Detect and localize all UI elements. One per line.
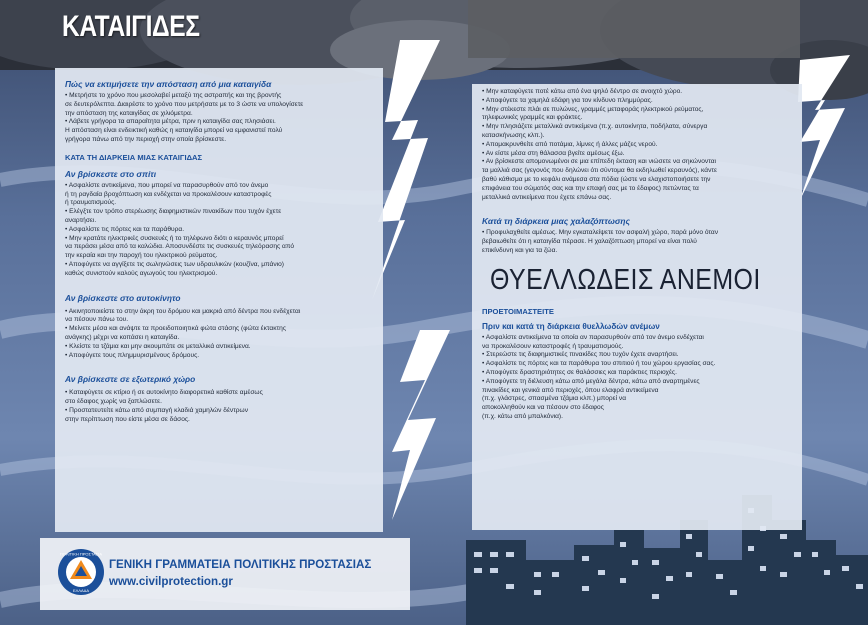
logo-text-top: ΠΟΛΙΤΙΚΗ ΠΡΟΣΤΑΣΙΑ	[59, 551, 103, 557]
list-item: • Μην πλησιάζετε μεταλλικά αντικείμενα (π.χ. αυτοκίνητα, ποδήλατα, σύνεργα	[482, 123, 708, 131]
home-list	[65, 182, 373, 279]
list-item: επικίνδυνη και για τα ζώα.	[482, 246, 558, 254]
list-item: την απόσταση της καταιγίδας σε χιλιόμετρα.	[65, 109, 193, 117]
wind-list	[482, 334, 792, 422]
list-item: αναρτήσει.	[65, 216, 97, 224]
list-item: καθώς συνιστούν καλούς αγωγούς του ηλεκτρισμού.	[65, 269, 218, 277]
list-item: • Αν είστε μέσα στη θάλασσα βγείτε αμέσως έξω.	[482, 149, 625, 157]
list-item: • Μην καταφύγετε ποτέ κάτω από ένα ψηλό δέντρο σε ανοιχτό χώρο.	[482, 88, 683, 95]
right-panel	[472, 84, 802, 530]
car-list	[65, 308, 373, 361]
civil-protection-logo-icon	[57, 548, 105, 596]
list-item: τα μαλλιά σας (γεγονός που δηλώνει ότι σύντομα θα εκδηλωθεί κεραυνός), κάντε	[482, 167, 717, 175]
footer	[55, 546, 395, 606]
list-item: (π.χ. γλάστρες, σπασμένα τζάμια κλπ.) μπορεί να	[482, 395, 627, 403]
list-item: • Μετρήστε το χρόνο που μεσολαβεί μεταξύ της αστραπής και της βροντής	[65, 92, 282, 99]
list-item: Η απόσταση είναι ενδεικτική καθώς η καταιγίδα μπορεί να εμφανιστεί πολύ	[65, 127, 283, 135]
page-title: ΚΑΤΑΙΓΙΔΕΣ	[62, 10, 200, 43]
list-item: να προκαλέσουν καταστροφές ή τραυματισμούς.	[482, 342, 624, 350]
distance-heading: Πώς να εκτιμήσετε την απόσταση από μια καταιγίδα	[65, 79, 272, 89]
list-item: • Ασφαλίστε τις πόρτες και τα παράθυρα του σπιτιού ή του χώρου εργασίας σας.	[482, 360, 716, 368]
list-item: • Ακινητοποιείστε το στην άκρη του δρόμου και μακριά από δέντρα που ενδέχεται	[65, 307, 301, 315]
list-item: • Λάβετε γρήγορα τα απαραίτητα μέτρα, πριν η καταιγίδα σας πλησιάσει.	[65, 118, 276, 126]
list-item: • Αποφύγετε δραστηριότητες σε θαλάσσιες και παράκτιες περιοχές.	[482, 368, 677, 376]
list-item: πινακίδες και γενικά από περιοχές, όπου ελαφρά αντικείμενα	[482, 386, 659, 394]
list-item: βεβαιωθείτε ότι η καταιγίδα πέρασε. Η χαλαζόπτωση μπορεί να είναι πολύ	[482, 238, 697, 246]
list-item: • Ασφαλίστε αντικείμενα τα οποία αν παρασυρθούν από τον άνεμο ενδέχεται	[482, 333, 704, 341]
list-item: κατασκήνωσης κλπ.).	[482, 131, 545, 139]
wind-title: ΘΥΕΛΛΩΔΕΙΣ ΑΝΕΜΟΙ	[490, 263, 761, 296]
list-item: βαθύ κάθισμα με το κεφάλι ανάμεσα στα πόδια (ώστε να ελαχιστοποιήσετε την	[482, 175, 711, 183]
list-item: • Αν βρίσκεστε απομονωμένοι σε μια επίπεδη έκταση και νιώσετε να σηκώνονται	[482, 158, 716, 166]
list-item: • Προφυλαχθείτε αμέσως. Μην εγκαταλείψετε τον ασφαλή χώρο, παρά μόνο όταν	[482, 229, 719, 237]
outdoor-heading: Αν βρίσκεστε σε εξωτερικό χώρο	[65, 374, 196, 385]
website-link[interactable]: www.civilprotection.gr	[109, 575, 233, 588]
list-item: (π.χ. κάτω από μπαλκόνια).	[482, 412, 563, 420]
list-item: • Αποφύγετε τους πλημμυρισμένους δρόμους.	[65, 351, 200, 359]
list-item: να περάσει μέσα από τα καλώδια. Αποσυνδέστε τις συσκευές τηλεόρασης από	[65, 243, 295, 251]
hail-list	[482, 229, 792, 255]
list-item: • Προστατευτείτε κάτω από συμπαγή κλαδιά χαμηλών δέντρων	[65, 406, 248, 414]
list-item: • Απομακρυνθείτε από ποτάμια, λίμνες ή άλλες μάζες νερού.	[482, 140, 658, 148]
list-item: • Αποφύγετε να αγγίξετε τις σωληνώσεις των υδραυλικών (κουζίνα, μπάνιο)	[65, 260, 284, 268]
list-item: • Καταφύγετε σε κτίριο ή σε αυτοκίνητο διαφορετικά καθίστε αμέσως	[65, 389, 263, 397]
list-item: • Ασφαλίστε τις πόρτες και τα παράθυρα.	[65, 225, 185, 233]
list-item: ανάγκης) μέχρι να κοπάσει η καταιγίδα.	[65, 333, 180, 341]
list-item: • Μείνετε μέσα και ανάψτε τα προειδοποιητικά φώτα στάσης (φώτα έκτακτης	[65, 325, 286, 333]
logo-text-bottom: ΕΛΛΑΔΑ	[72, 588, 90, 593]
car-heading: Αν βρίσκεστε στο αυτοκίνητο	[65, 292, 181, 303]
during-storm-heading: ΚΑΤΑ ΤΗ ΔΙΑΡΚΕΙΑ ΜΙΑΣ ΚΑΤΑΙΓΙΔΑΣ	[65, 152, 203, 162]
list-item: την κεραία και την παροχή του ηλεκτρικού ρεύματος.	[65, 252, 218, 260]
list-item: • Κλείστε τα τζάμια και μην ακουμπάτε σε μεταλλικά αντικείμενα.	[65, 342, 251, 350]
list-item: μεταλλικά αντικείμενα που έχετε επάνω σας.	[482, 193, 612, 201]
prepare-heading: ΠΡΟΕΤΟΙΜΑΣΤΕΙΤΕ	[482, 306, 554, 316]
outdoor-cont-list	[482, 88, 792, 202]
list-item: • Μην στέκεστε πλάι σε πυλώνες, γραμμές μεταφοράς ηλεκτρικού ρεύματος,	[482, 105, 704, 113]
list-item: τηλεφωνικές γραμμές και φράκτες.	[482, 114, 583, 122]
wind-subheading: Πριν και κατά τη διάρκεια θυελλωδών ανέμων	[482, 321, 660, 331]
outdoor-list	[65, 389, 373, 424]
list-item: • Στερεώστε τις διαφημιστικές πινακίδες που τυχόν έχετε αναρτήσει.	[482, 351, 679, 359]
list-item: στο έδαφος χωρίς να ξαπλώσετε.	[65, 398, 162, 406]
list-item: • Αποφύγετε τη διέλευση κάτω από μεγάλα δέντρα, κάτω από αναρτημένες	[482, 377, 700, 385]
list-item: σε δευτερόλεπτα. Διαιρέστε το χρόνο που μετρήσατε με το 3 ώστε να υπολογίσετε	[65, 100, 304, 108]
list-item: γρήγορα πάνω από την περιοχή στην οποία βρίσκεστε.	[65, 135, 227, 143]
list-item: • Αποφύγετε τα χαμηλά εδάφη για τον κίνδυνο πλημμύρας.	[482, 96, 653, 104]
list-item: επιφάνεια του σώματός σας και την επαφή σας με το έδαφος) πετώντας τα	[482, 184, 699, 192]
list-item: να πέσουν πάνω του.	[65, 316, 129, 324]
list-item: ή τραυματισμούς.	[65, 199, 117, 207]
left-panel	[55, 68, 383, 532]
list-item: στην περίπτωση που είστε μέσα σε δάσος.	[65, 415, 190, 423]
hail-heading: Κατά τη διάρκεια μιας χαλαζόπτωσης	[482, 216, 630, 227]
list-item: • Ασφαλίστε αντικείμενα, που μπορεί να παρασυρθούν από τον άνεμο	[65, 181, 269, 189]
list-item: • Ελέγξτε τον τρόπο στερέωσης διαφημιστικών πινακίδων που τυχόν έχετε	[65, 208, 282, 216]
home-heading: Αν βρίσκεστε στο σπίτι	[65, 168, 157, 179]
list-item: αποκολληθούν και να πέσουν στο έδαφος	[482, 404, 604, 412]
list-item: ή τη ραγδαία βροχόπτωση και ενδέχεται να προκαλέσουν καταστροφές	[65, 190, 272, 198]
list-item: • Μην κρατάτε ηλεκτρικές συσκευές ή το τηλέφωνο διότι ο κεραυνός μπορεί	[65, 234, 284, 242]
distance-list	[65, 92, 373, 145]
organization-name: ΓΕΝΙΚΗ ΓΡΑΜΜΑΤΕΙΑ ΠΟΛΙΤΙΚΗΣ ΠΡΟΣΤΑΣΙΑΣ	[109, 558, 372, 571]
